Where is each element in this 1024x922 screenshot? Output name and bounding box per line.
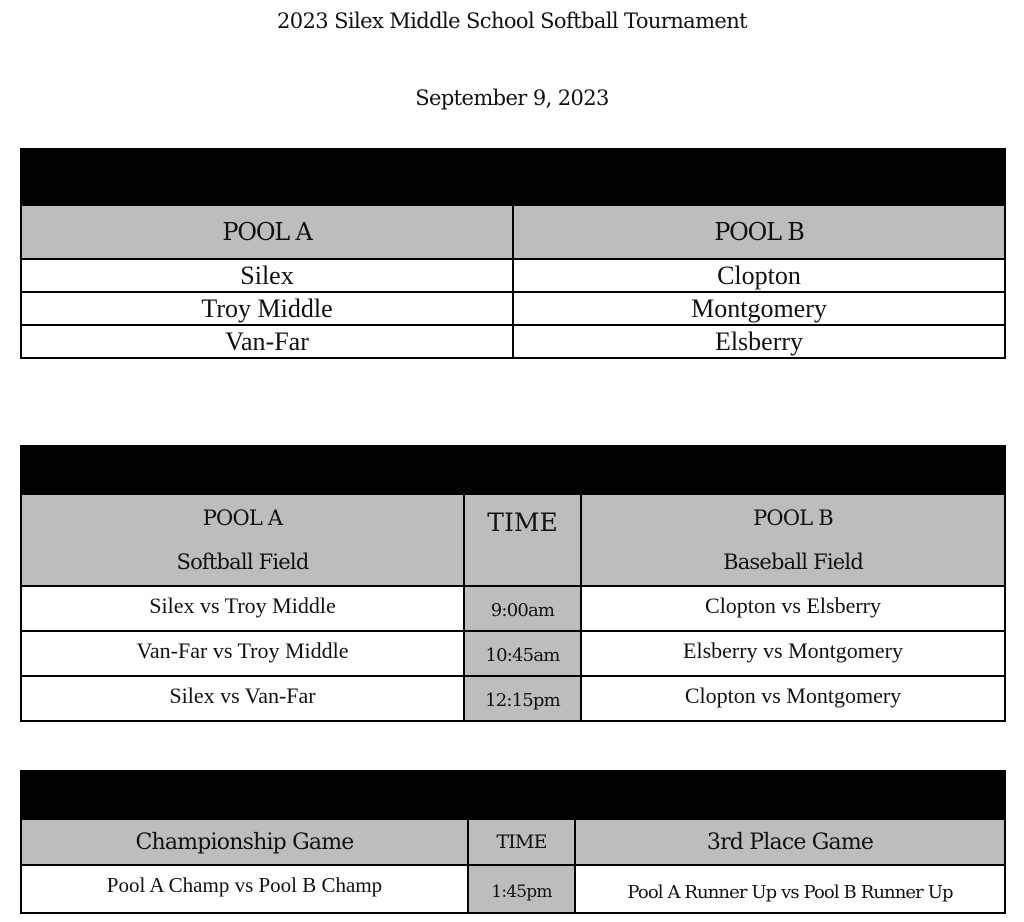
game-time: 12:15pm (464, 676, 581, 721)
pool-b-game: Clopton vs Elsberry (581, 586, 1005, 631)
game-time: 9:00am (464, 586, 581, 631)
time-header: TIME (468, 819, 575, 865)
pool-a-schedule-header (21, 494, 464, 586)
pool-b-game: Clopton vs Montgomery (581, 676, 1005, 721)
third-place-game: Pool A Runner Up vs Pool B Runner Up (575, 865, 1005, 913)
section-bar (21, 149, 1005, 205)
time-header (464, 494, 581, 586)
pool-a-header: POOL A (21, 205, 513, 259)
pool-b-header: POOL B (513, 205, 1005, 259)
pool-b-team: Clopton (513, 259, 1005, 292)
pool-b-team: Montgomery (513, 292, 1005, 325)
championship-header: Championship Game (21, 819, 468, 865)
pool-a-field: Softball Field (176, 550, 309, 574)
finals-table (20, 770, 1006, 914)
pool-a-label: POOL A (202, 506, 283, 530)
pool-a-team: Silex (21, 259, 513, 292)
table-row (21, 292, 1005, 325)
pool-a-team: Troy Middle (21, 292, 513, 325)
page-title: 2023 Silex Middle School Softball Tournament (276, 9, 747, 33)
event-date: September 9, 2023 (415, 86, 609, 110)
table-row (21, 676, 1005, 721)
game-time: 10:45am (464, 631, 581, 676)
pool-schedule-table (20, 445, 1006, 722)
table-row (21, 586, 1005, 631)
pool-a-team: Van-Far (21, 325, 513, 358)
pool-b-game: Elsberry vs Montgomery (581, 631, 1005, 676)
game-time: 1:45pm (468, 865, 575, 913)
section-bar (21, 771, 1005, 819)
third-place-header: 3rd Place Game (575, 819, 1005, 865)
pools-table (20, 148, 1006, 359)
table-header-row (21, 494, 1005, 586)
time-label: TIME (487, 507, 558, 537)
pool-b-label: POOL B (753, 506, 833, 530)
pool-a-game: Silex vs Van-Far (21, 676, 464, 721)
table-row (21, 631, 1005, 676)
pool-a-game: Van-Far vs Troy Middle (21, 631, 464, 676)
section-bar (21, 446, 1005, 494)
table-header-row (21, 819, 1005, 865)
pool-b-schedule-header (581, 494, 1005, 586)
pool-b-team: Elsberry (513, 325, 1005, 358)
table-row (21, 325, 1005, 358)
pool-a-game: Silex vs Troy Middle (21, 586, 464, 631)
pool-b-field: Baseball Field (723, 550, 863, 574)
table-header-row (21, 205, 1005, 259)
table-row (21, 865, 1005, 913)
table-row (21, 259, 1005, 292)
championship-game: Pool A Champ vs Pool B Champ (21, 865, 468, 913)
